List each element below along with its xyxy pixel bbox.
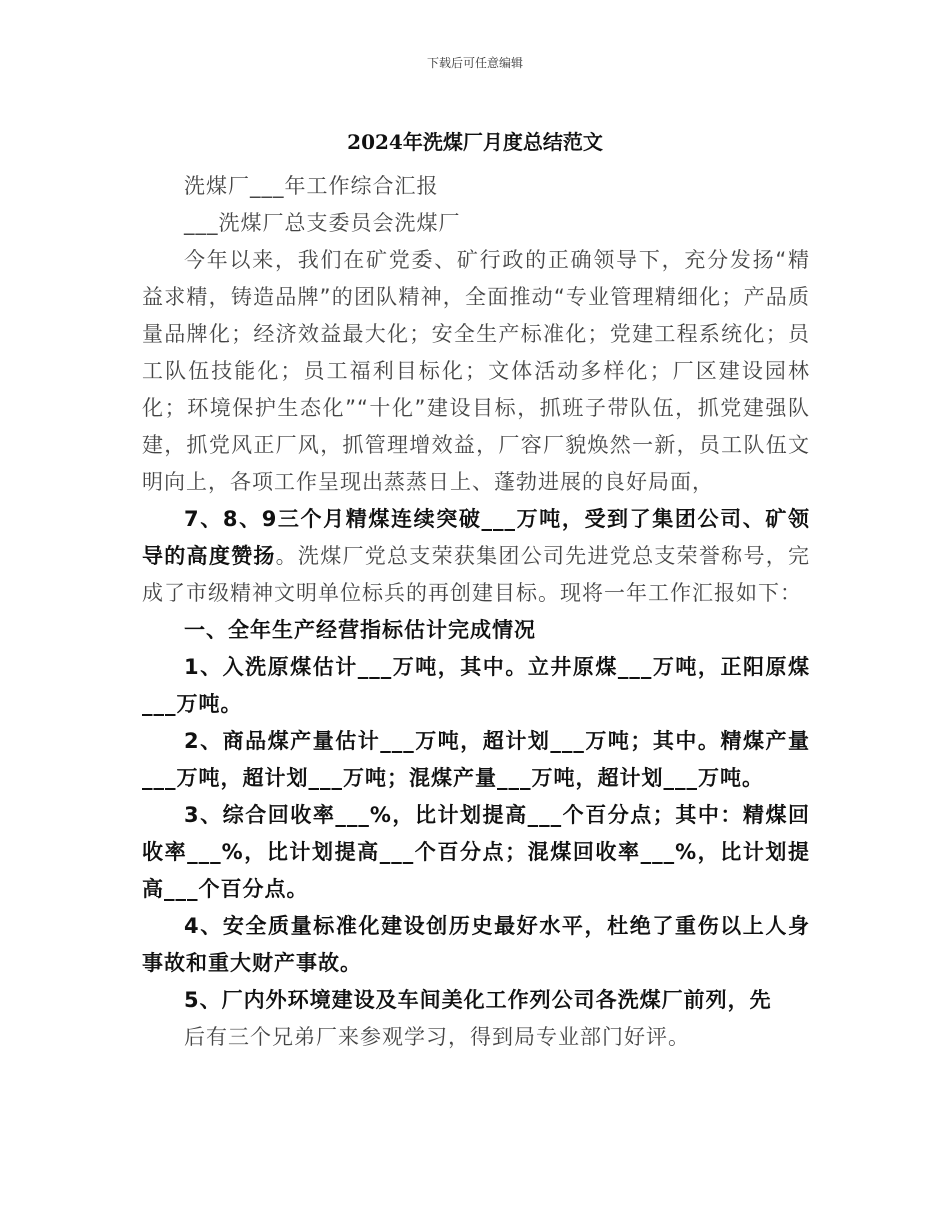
heading-text: 一、全年生产经营指标估计完成情况 xyxy=(184,618,536,642)
document-body xyxy=(142,168,810,1056)
paragraph-committee xyxy=(142,205,810,242)
paragraph-bold-text: 7、8、9三个月精煤连续突破___万吨，受到了集团公司、矿领导的高度赞扬 xyxy=(142,507,810,568)
list-item-text: 4、安全质量标准化建设创历史最好水平，杜绝了重伤以上人身事故和重大财产事故。 xyxy=(142,914,810,975)
paragraph-text: 后有三个兄弟厂来参观学习，得到局专业部门好评。 xyxy=(184,1025,690,1049)
list-item-4 xyxy=(142,908,810,982)
list-item-5-continued xyxy=(142,1019,810,1056)
paragraph-report-title xyxy=(142,168,810,205)
section-heading xyxy=(142,612,810,649)
paragraph-text: 。洗煤厂党总支荣获集团公司先进党总支荣誉称号，完成了市级精神文明单位标兵的再创建目标。现将一年工作汇报如下： xyxy=(142,544,810,605)
list-item-2 xyxy=(142,723,810,797)
list-item-text: 1、入洗原煤估计___万吨，其中。立井原煤___万吨，正阳原煤___万吨。 xyxy=(142,655,810,716)
paragraph-text: 今年以来，我们在矿党委、矿行政的正确领导下，充分发扬“精益求精，铸造品牌”的团队精神，全面推动“专业管理精细化；产品质量品牌化；经济效益最大化；安全生产标准化；党建工程系统化；员工队伍技能化；员工福利目标化；文体活动多样化；厂区建设园林化；环境保护生态化”“十化”建设目标，抓班子带队伍，抓党建强队建，抓党风正厂风，抓管理增效益，厂容厂貌焕然一新，员工队伍文明向上，各项工作呈现出蒸蒸日上、蓬勃进展的良好局面， xyxy=(142,248,810,494)
header-note: 下载后可任意编辑 xyxy=(426,56,523,70)
paragraph-text: 洗煤厂___年工作综合汇报 xyxy=(184,174,439,198)
paragraph-intro xyxy=(142,242,810,501)
list-item-3 xyxy=(142,797,810,908)
list-item-1 xyxy=(142,649,810,723)
paragraph-text: ___洗煤厂总支委员会洗煤厂 xyxy=(184,211,461,235)
list-item-5 xyxy=(142,982,810,1019)
list-item-text: 5、厂内外环境建设及车间美化工作列公司各洗煤厂前列，先 xyxy=(184,988,772,1012)
list-item-text: 2、商品煤产量估计___万吨，超计划___万吨；其中。精煤产量___万吨，超计划___万吨；混煤产量___万吨，超计划___万吨。 xyxy=(142,729,810,790)
document-title: 2024年洗煤厂月度总结范文 xyxy=(347,130,603,154)
paragraph-achievement xyxy=(142,501,810,612)
list-item-text: 3、综合回收率___%，比计划提高___个百分点；其中：精煤回收率___%，比计划提高___个百分点；混煤回收率___%，比计划提高___个百分点。 xyxy=(142,803,810,901)
